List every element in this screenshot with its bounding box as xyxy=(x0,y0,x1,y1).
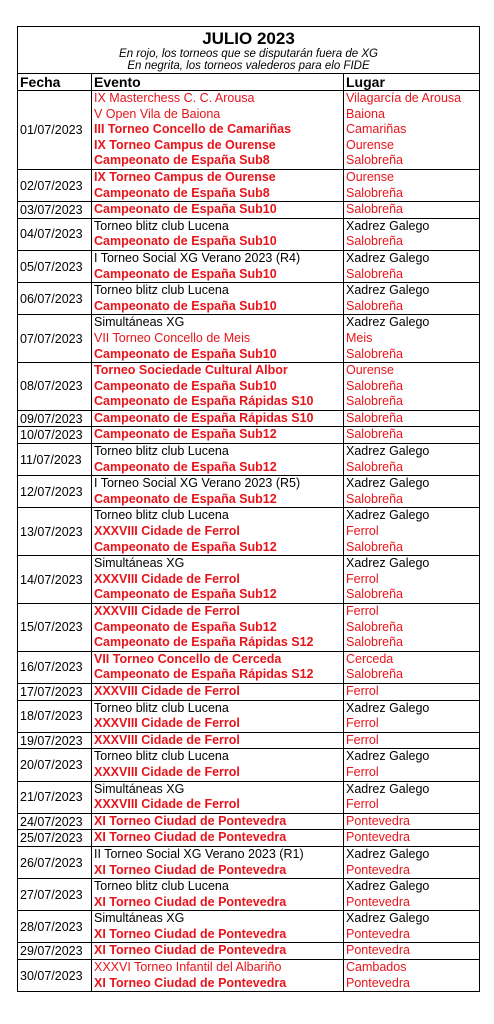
place-cell xyxy=(344,315,480,363)
table-row xyxy=(18,363,480,411)
event-place: Ourense xyxy=(346,363,394,378)
event-name: XI Torneo Ciudad de Pontevedra xyxy=(94,975,287,990)
event-cell xyxy=(92,444,344,476)
event-name: IX Torneo Campus de Ourense xyxy=(94,169,276,184)
event-cell xyxy=(92,781,344,813)
event-cell xyxy=(92,250,344,282)
table-row xyxy=(18,250,480,282)
schedule-body xyxy=(18,91,480,992)
date-cell: 29/07/2023 xyxy=(18,943,92,960)
table-row xyxy=(18,700,480,732)
table-row xyxy=(18,410,480,427)
table-row xyxy=(18,202,480,219)
event-name: Campeonato de España Sub10 xyxy=(94,202,277,217)
event-place: Cerceda xyxy=(346,651,394,666)
title-cell xyxy=(18,27,480,74)
event-cell xyxy=(92,604,344,652)
event-name: XXXVIII Cidade de Ferrol xyxy=(94,797,240,812)
place-cell xyxy=(344,651,480,683)
event-cell xyxy=(92,315,344,363)
date-cell: 12/07/2023 xyxy=(18,476,92,508)
event-place: Salobreña xyxy=(346,266,403,281)
event-name: XXXVIII Cidade de Ferrol xyxy=(94,571,240,586)
event-cell xyxy=(92,508,344,556)
event-place: Pontevedra xyxy=(346,943,410,958)
event-name: Campeonato de España Sub12 xyxy=(94,459,277,474)
event-place: Salobreña xyxy=(346,346,403,361)
event-place: Salobreña xyxy=(346,587,403,602)
event-place: Pontevedra xyxy=(346,862,410,877)
table-row xyxy=(18,427,480,444)
place-cell xyxy=(344,911,480,943)
event-name: Campeonato de España Sub10 xyxy=(94,234,277,249)
event-place: Camariñas xyxy=(346,122,407,137)
event-cell xyxy=(92,813,344,830)
event-cell xyxy=(92,651,344,683)
table-row xyxy=(18,604,480,652)
event-name: Campeonato de España Sub8 xyxy=(94,185,270,200)
event-place: Salobreña xyxy=(346,667,403,682)
date-cell: 25/07/2023 xyxy=(18,830,92,847)
table-row xyxy=(18,508,480,556)
date-cell: 16/07/2023 xyxy=(18,651,92,683)
event-name: Torneo blitz club Lucena xyxy=(94,444,229,459)
event-place: Pontevedra xyxy=(346,830,410,845)
event-name: III Torneo Concello de Camariñas xyxy=(94,122,292,137)
event-place: Xadrez Galego xyxy=(346,218,430,233)
table-row xyxy=(18,218,480,250)
table-row xyxy=(18,960,480,992)
schedule-table xyxy=(17,26,480,992)
place-cell xyxy=(344,732,480,749)
event-name: Simultáneas XG xyxy=(94,315,185,330)
event-name: Campeonato de España Rápidas S12 xyxy=(94,635,314,650)
event-place: Ferrol xyxy=(346,797,379,812)
date-cell: 28/07/2023 xyxy=(18,911,92,943)
place-cell xyxy=(344,444,480,476)
event-name: XI Torneo Ciudad de Pontevedra xyxy=(94,862,287,877)
event-name: XXXVIII Cidade de Ferrol xyxy=(94,524,240,539)
event-place: Xadrez Galego xyxy=(346,444,430,459)
event-place: Ferrol xyxy=(346,604,379,618)
event-cell xyxy=(92,410,344,427)
event-name: XI Torneo Ciudad de Pontevedra xyxy=(94,894,287,909)
date-cell: 24/07/2023 xyxy=(18,813,92,830)
event-place: Ferrol xyxy=(346,524,379,539)
event-place: Xadrez Galego xyxy=(346,508,430,523)
event-name: Torneo blitz club Lucena xyxy=(94,283,229,298)
table-row xyxy=(18,879,480,911)
date-cell: 13/07/2023 xyxy=(18,508,92,556)
event-name: Campeonato de España Sub10 xyxy=(94,298,277,313)
place-cell xyxy=(344,169,480,201)
event-place: Xadrez Galego xyxy=(346,250,430,265)
event-name: II Torneo Social XG Verano 2023 (R1) xyxy=(94,846,304,861)
event-name: V Open Vila de Baiona xyxy=(94,106,221,121)
event-name: Campeonato de España Sub8 xyxy=(94,153,270,168)
column-header-lugar: Lugar xyxy=(344,74,480,91)
place-cell xyxy=(344,846,480,878)
event-place: Xadrez Galego xyxy=(346,283,430,298)
event-name: VII Torneo Concello de Meis xyxy=(94,330,251,345)
event-name: IX Masterchess C. C. Arousa xyxy=(94,91,255,105)
place-cell xyxy=(344,749,480,781)
table-row xyxy=(18,749,480,781)
event-cell xyxy=(92,879,344,911)
table-row xyxy=(18,846,480,878)
event-place: Cambados xyxy=(346,960,407,975)
place-cell xyxy=(344,283,480,315)
event-place: Xadrez Galego xyxy=(346,749,430,764)
column-header-row xyxy=(18,74,480,91)
event-place: Xadrez Galego xyxy=(346,781,430,796)
event-name: Campeonato de España Rápidas S12 xyxy=(94,667,314,682)
date-cell: 02/07/2023 xyxy=(18,169,92,201)
place-cell xyxy=(344,700,480,732)
event-name: Torneo blitz club Lucena xyxy=(94,749,229,764)
event-cell xyxy=(92,556,344,604)
event-name: XXXVI Torneo Infantil del Albariño xyxy=(94,960,282,975)
event-name: Torneo blitz club Lucena xyxy=(94,879,229,894)
place-cell xyxy=(344,556,480,604)
event-cell xyxy=(92,283,344,315)
event-name: Campeonato de España Sub12 xyxy=(94,619,277,634)
event-place: Salobreña xyxy=(346,635,403,650)
date-cell: 07/07/2023 xyxy=(18,315,92,363)
table-row xyxy=(18,91,480,170)
event-name: XXXVIII Cidade de Ferrol xyxy=(94,732,240,747)
date-cell: 20/07/2023 xyxy=(18,749,92,781)
place-cell xyxy=(344,813,480,830)
calendar-container xyxy=(17,26,479,992)
event-cell xyxy=(92,202,344,219)
place-cell xyxy=(344,218,480,250)
event-place: Ferrol xyxy=(346,716,379,731)
event-name: XXXVIII Cidade de Ferrol xyxy=(94,764,240,779)
place-cell xyxy=(344,476,480,508)
date-cell: 14/07/2023 xyxy=(18,556,92,604)
event-cell xyxy=(92,830,344,847)
event-place: Salobreña xyxy=(346,394,403,409)
title-row xyxy=(18,27,480,74)
event-name: Simultáneas XG xyxy=(94,911,185,926)
event-place: Salobreña xyxy=(346,459,403,474)
event-name: Campeonato de España Sub10 xyxy=(94,266,277,281)
event-place: Pontevedra xyxy=(346,975,410,990)
place-cell xyxy=(344,879,480,911)
event-name: Torneo blitz club Lucena xyxy=(94,508,229,523)
event-place: Salobreña xyxy=(346,234,403,249)
event-name: Campeonato de España Sub12 xyxy=(94,539,277,554)
date-cell: 10/07/2023 xyxy=(18,427,92,444)
table-row xyxy=(18,169,480,201)
place-cell xyxy=(344,604,480,652)
event-name: Campeonato de España Sub10 xyxy=(94,346,277,361)
place-cell xyxy=(344,960,480,992)
event-cell xyxy=(92,749,344,781)
table-row xyxy=(18,830,480,847)
date-cell: 15/07/2023 xyxy=(18,604,92,652)
event-place: Xadrez Galego xyxy=(346,700,430,715)
event-place: Salobreña xyxy=(346,410,403,425)
event-place: Ourense xyxy=(346,137,394,152)
event-name: Campeonato de España Sub12 xyxy=(94,427,277,442)
legend-red-note: En rojo, los torneos que se disputarán fuera de XG xyxy=(119,48,378,60)
event-cell xyxy=(92,218,344,250)
event-place: Ferrol xyxy=(346,571,379,586)
event-place: Xadrez Galego xyxy=(346,556,430,571)
date-cell: 03/07/2023 xyxy=(18,202,92,219)
event-place: Xadrez Galego xyxy=(346,911,430,926)
place-cell xyxy=(344,427,480,444)
table-row xyxy=(18,556,480,604)
event-place: Ferrol xyxy=(346,683,379,698)
page-title: JULIO 2023 xyxy=(202,29,295,48)
event-place: Xadrez Galego xyxy=(346,476,430,491)
date-cell: 09/07/2023 xyxy=(18,410,92,427)
event-name: I Torneo Social XG Verano 2023 (R4) xyxy=(94,250,301,265)
event-cell xyxy=(92,700,344,732)
place-cell xyxy=(344,250,480,282)
event-name: XI Torneo Ciudad de Pontevedra xyxy=(94,943,287,958)
date-cell: 01/07/2023 xyxy=(18,91,92,170)
place-cell xyxy=(344,781,480,813)
place-cell xyxy=(344,202,480,219)
legend-bold-note: En negrita, los torneos valederos para elo FIDE xyxy=(127,60,370,72)
event-name: Torneo Sociedade Cultural Albor xyxy=(94,363,288,378)
table-row xyxy=(18,781,480,813)
event-name: VII Torneo Concello de Cerceda xyxy=(94,651,282,666)
event-place: Xadrez Galego xyxy=(346,846,430,861)
table-row xyxy=(18,651,480,683)
table-row xyxy=(18,683,480,700)
event-name: Simultáneas XG xyxy=(94,781,185,796)
table-row xyxy=(18,444,480,476)
place-cell xyxy=(344,830,480,847)
date-cell: 19/07/2023 xyxy=(18,732,92,749)
event-cell xyxy=(92,960,344,992)
table-row xyxy=(18,315,480,363)
date-cell: 27/07/2023 xyxy=(18,879,92,911)
table-row xyxy=(18,813,480,830)
date-cell: 08/07/2023 xyxy=(18,363,92,411)
column-header-evento: Evento xyxy=(92,74,344,91)
event-name: XXXVIII Cidade de Ferrol xyxy=(94,683,240,698)
table-row xyxy=(18,943,480,960)
event-cell xyxy=(92,476,344,508)
place-cell xyxy=(344,508,480,556)
table-row xyxy=(18,283,480,315)
event-name: I Torneo Social XG Verano 2023 (R5) xyxy=(94,476,301,491)
event-place: Salobreña xyxy=(346,427,403,442)
place-cell xyxy=(344,683,480,700)
event-name: Campeonato de España Rápidas S10 xyxy=(94,410,314,425)
table-row xyxy=(18,911,480,943)
table-row xyxy=(18,732,480,749)
place-cell xyxy=(344,410,480,427)
table-row xyxy=(18,476,480,508)
date-cell: 30/07/2023 xyxy=(18,960,92,992)
event-name: Simultáneas XG xyxy=(94,556,185,571)
date-cell: 21/07/2023 xyxy=(18,781,92,813)
event-cell xyxy=(92,732,344,749)
event-place: Xadrez Galego xyxy=(346,315,430,330)
event-place: Pontevedra xyxy=(346,894,410,909)
event-name: Torneo blitz club Lucena xyxy=(94,700,229,715)
event-name: XI Torneo Ciudad de Pontevedra xyxy=(94,830,287,845)
event-place: Baiona xyxy=(346,106,385,121)
event-cell xyxy=(92,363,344,411)
place-cell xyxy=(344,943,480,960)
date-cell: 17/07/2023 xyxy=(18,683,92,700)
event-name: Campeonato de España Sub10 xyxy=(94,378,277,393)
date-cell: 04/07/2023 xyxy=(18,218,92,250)
event-place: Ferrol xyxy=(346,764,379,779)
date-cell: 26/07/2023 xyxy=(18,846,92,878)
event-cell xyxy=(92,427,344,444)
date-cell: 11/07/2023 xyxy=(18,444,92,476)
event-place: Salobreña xyxy=(346,491,403,506)
event-place: Meis xyxy=(346,330,373,345)
event-name: Campeonato de España Sub12 xyxy=(94,491,277,506)
event-place: Salobreña xyxy=(346,539,403,554)
event-cell xyxy=(92,169,344,201)
event-name: XI Torneo Ciudad de Pontevedra xyxy=(94,813,287,828)
event-place: Ourense xyxy=(346,169,394,184)
date-cell: 06/07/2023 xyxy=(18,283,92,315)
date-cell: 05/07/2023 xyxy=(18,250,92,282)
date-cell: 18/07/2023 xyxy=(18,700,92,732)
event-place: Vilagarcía de Arousa xyxy=(346,91,462,105)
event-place: Salobreña xyxy=(346,185,403,200)
place-cell xyxy=(344,363,480,411)
event-cell xyxy=(92,91,344,170)
event-name: Campeonato de España Rápidas S10 xyxy=(94,394,314,409)
column-header-fecha: Fecha xyxy=(18,74,92,91)
event-name: XI Torneo Ciudad de Pontevedra xyxy=(94,926,287,941)
event-cell xyxy=(92,846,344,878)
event-name: IX Torneo Campus de Ourense xyxy=(94,137,276,152)
place-cell xyxy=(344,91,480,170)
event-place: Salobreña xyxy=(346,298,403,313)
event-name: XXXVIII Cidade de Ferrol xyxy=(94,716,240,731)
event-place: Salobreña xyxy=(346,378,403,393)
event-place: Salobreña xyxy=(346,619,403,634)
event-name: Campeonato de España Sub12 xyxy=(94,587,277,602)
event-name: XXXVIII Cidade de Ferrol xyxy=(94,604,240,618)
event-place: Salobreña xyxy=(346,153,403,168)
event-place: Xadrez Galego xyxy=(346,879,430,894)
event-name: Torneo blitz club Lucena xyxy=(94,218,229,233)
event-cell xyxy=(92,683,344,700)
event-place: Pontevedra xyxy=(346,926,410,941)
event-place: Salobreña xyxy=(346,202,403,217)
event-place: Pontevedra xyxy=(346,813,410,828)
event-cell xyxy=(92,911,344,943)
event-cell xyxy=(92,943,344,960)
event-place: Ferrol xyxy=(346,732,379,747)
